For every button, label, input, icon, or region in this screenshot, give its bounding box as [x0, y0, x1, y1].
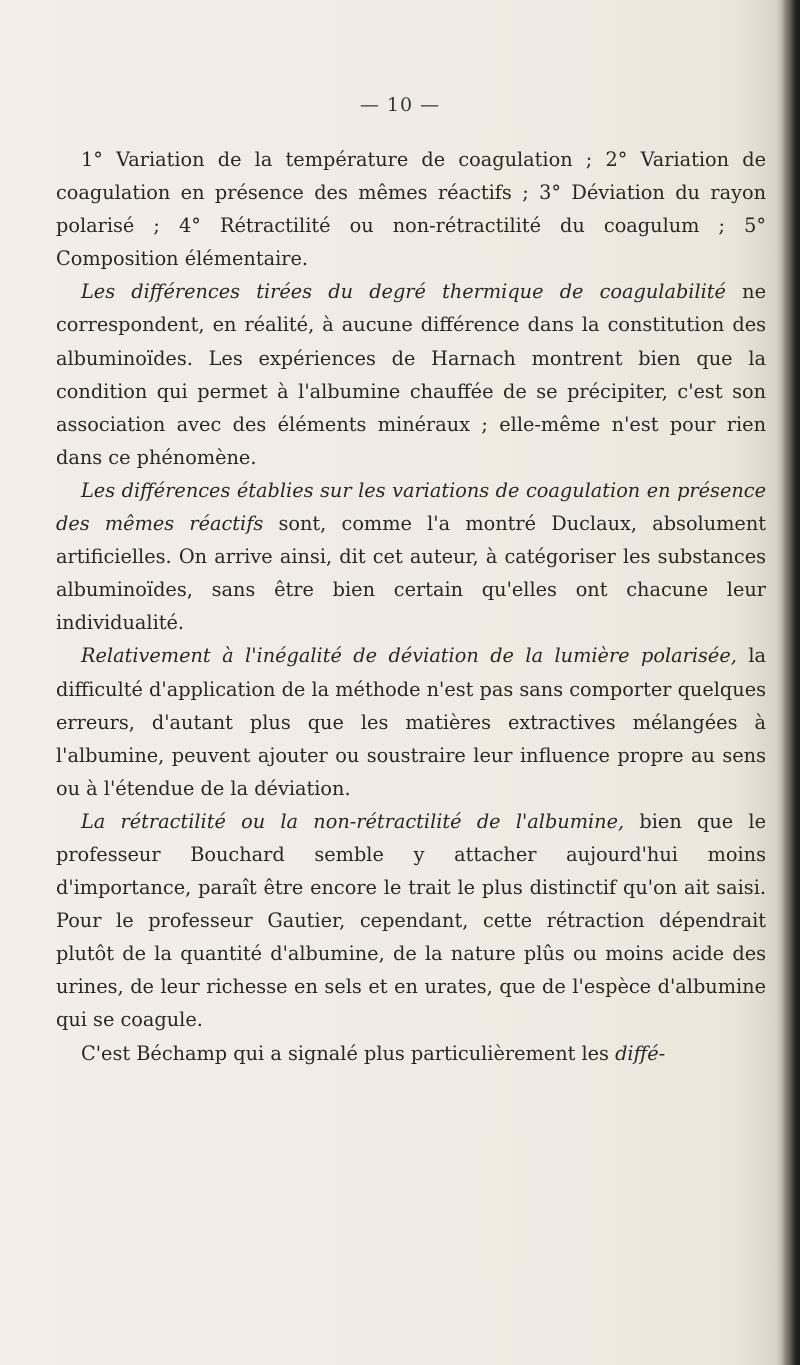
paragraph-1-text: 1° Variation de la température de coagulation ; 2° Variation de coagulation en présence des mêmes réactifs ; 3° Déviation du rayon polarisé ; 4° Rétractilité ou non-rétractilité du coagulum ; 5° Composition élémentaire. [56, 148, 766, 271]
page-number: — 10 — [359, 94, 441, 116]
paragraph-4-text: la difficulté d'application de la méthode n'est pas sans comporter quelques erreurs, d'autant plus que les matières extractives mélangées à l'albumine, peuvent ajouter ou soustraire leur influence propre au sens ou à l'étendue de la déviation. [56, 644, 766, 800]
paragraph-3 [56, 474, 766, 639]
page-binding-edge [782, 0, 800, 1365]
paragraph-1 [56, 143, 766, 275]
paragraph-2-italic: Les différences tirées du degré thermique de coagulabilité [81, 280, 726, 304]
paragraph-4 [56, 639, 766, 804]
paragraph-5-italic: La rétractilité ou la non-rétractilité de l'albumine, [81, 809, 625, 833]
paragraph-3-text: sont, comme l'a montré Duclaux, absolument artificielles. On arrive ainsi, dit cet auteur, à catégoriser les substances albuminoïdes, sans être bien certain qu'elles ont chacune leur individualité. [56, 512, 766, 635]
paragraph-5 [56, 805, 766, 1037]
body-text [56, 143, 766, 1070]
paragraph-6-italic-tail: diffé- [615, 1041, 666, 1065]
paragraph-2-text: ne correspondent, en réalité, à aucune différence dans la constitution des albuminoïdes. Les expériences de Harnach montrent bien que la condition qui permet à l'albumine chauffée de se précipiter, c'est son association avec des éléments minéraux ; elle-même n'est pour rien dans ce phénomène. [56, 280, 766, 469]
paragraph-4-italic: Relativement à l'inégalité de déviation de la lumière polarisée, [81, 644, 737, 668]
paragraph-2 [56, 275, 766, 474]
paragraph-3-italic: Les différences établies sur les variations de coagulation en présence des mêmes réactifs [56, 478, 766, 536]
paragraph-6-text: C'est Béchamp qui a signalé plus particulièrement les [81, 1041, 616, 1065]
paragraph-5-text: bien que le professeur Bouchard semble y attacher aujourd'hui moins d'importance, paraît être encore le trait le plus distinctif qu'on ait saisi. Pour le professeur Gautier, cependant, cette rétraction dépendrait plutôt de la quantité d'albumine, de la nature plûs ou moins acide des urines, de leur richesse en sels et en urates, que de l'espèce d'albumine qui se coagule. [56, 809, 766, 1032]
paragraph-6 [56, 1037, 766, 1070]
